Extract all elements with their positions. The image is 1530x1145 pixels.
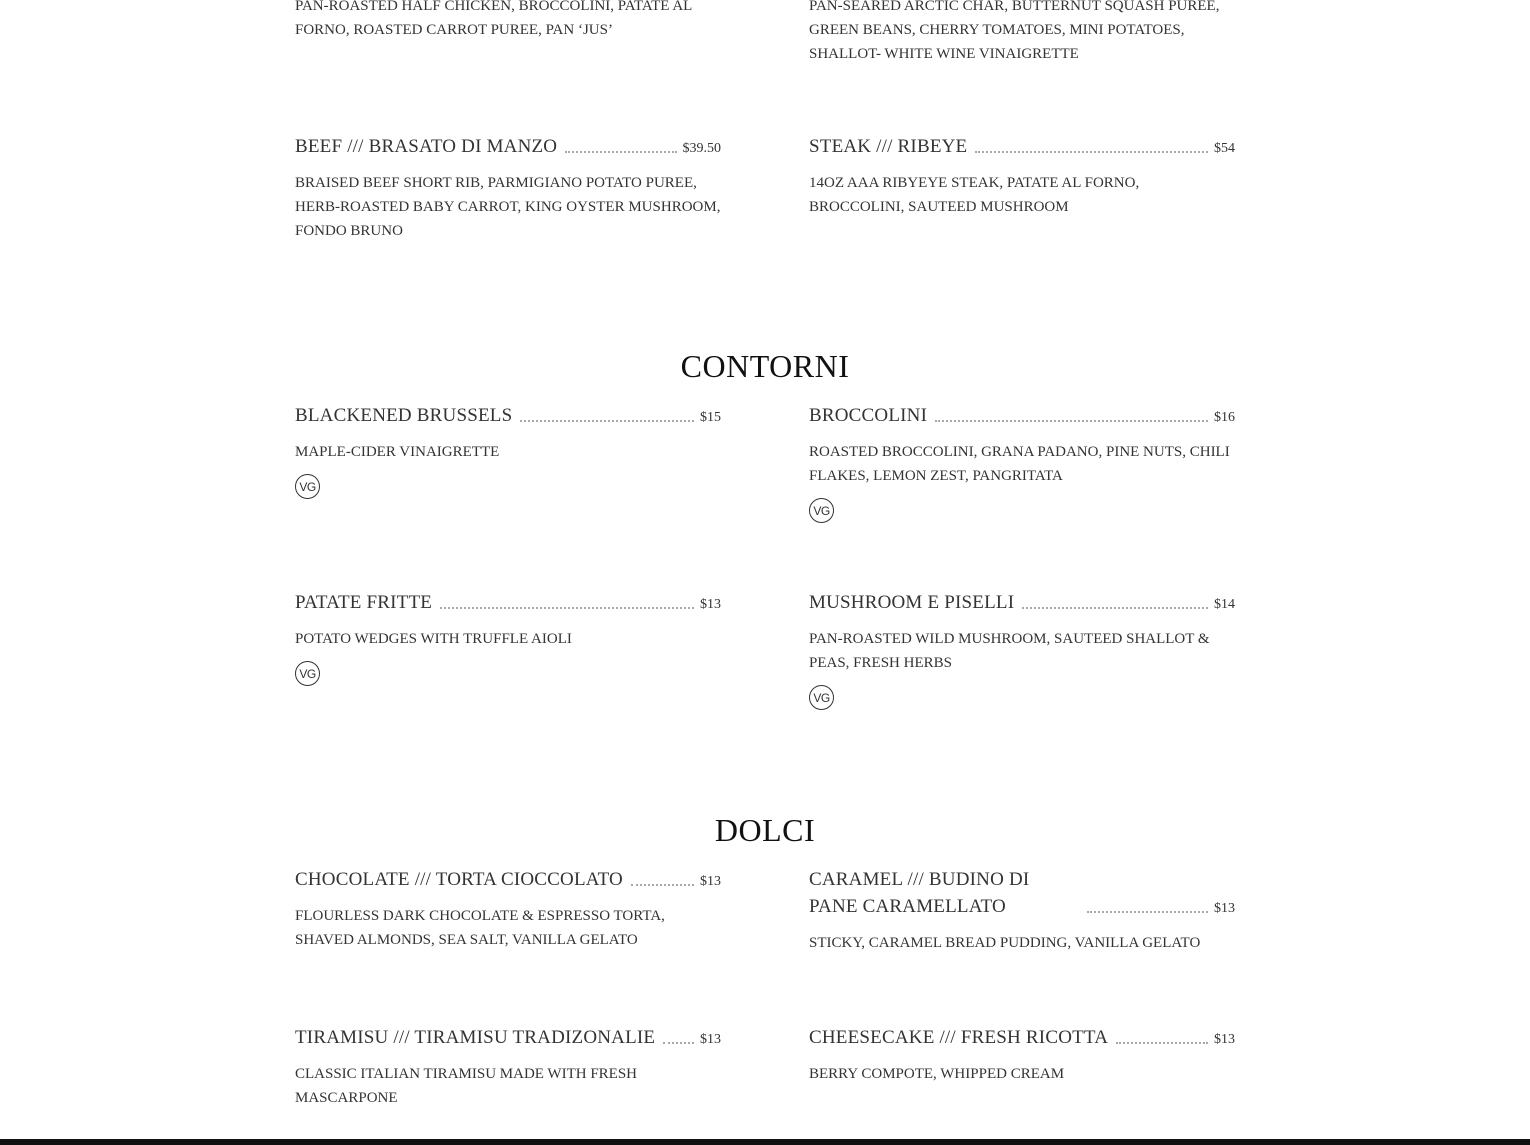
menu-item-cheesecake	[809, 1024, 1235, 1086]
leader-dots	[440, 607, 694, 609]
menu-item-header	[809, 866, 1235, 920]
menu-item-header	[809, 589, 1235, 616]
menu-item-name: STEAK /// RIBEYE	[809, 136, 968, 157]
menu-item-header	[295, 1024, 721, 1051]
menu-item-price: $13	[700, 1032, 721, 1047]
menu-item-price: $39.50	[682, 141, 721, 156]
menu-item-name: BROCCOLINI	[809, 405, 928, 426]
leader-dots	[1116, 1042, 1208, 1044]
menu-item-mushroom-e-piselli	[809, 589, 1235, 710]
menu-item-description: MAPLE-CIDER VINAIGRETTE	[295, 444, 500, 460]
menu-item-header	[809, 1024, 1235, 1051]
leader-dots	[663, 1042, 694, 1044]
leader-dots	[1022, 607, 1208, 609]
menu-item-price: $13	[700, 597, 721, 612]
leader-dots	[565, 151, 676, 153]
footer-bar	[0, 1139, 1530, 1145]
menu-item-header	[809, 133, 1235, 160]
menu-item-description: 14OZ AAA RIBYEYE STEAK, PATATE AL FORNO, BROCCOLINI, SAUTEED MUSHROOM	[809, 175, 1140, 215]
leader-dots	[975, 151, 1208, 153]
vegan-badge-icon: VG	[295, 661, 320, 686]
section-title-dolci: DOLCI	[714, 812, 816, 848]
menu-item-blackened-brussels	[295, 402, 721, 499]
menu-item-price: $15	[700, 410, 721, 425]
menu-item-caramel	[809, 866, 1235, 955]
menu-item-patate-fritte	[295, 589, 721, 686]
menu-item-header	[295, 133, 721, 160]
menu-item-arctic-char	[809, 0, 1235, 66]
menu-item-name: TIRAMISU /// TIRAMISU TRADIZONALIE	[295, 1027, 656, 1048]
vegan-badge-icon: VG	[809, 685, 834, 710]
menu-item-steak	[809, 133, 1235, 219]
menu-item-description: BERRY COMPOTE, WHIPPED CREAM	[809, 1066, 1065, 1082]
menu-item-price: $16	[1214, 410, 1235, 425]
vegan-badge-icon: VG	[295, 474, 320, 499]
menu-item-chocolate	[295, 866, 721, 952]
leader-dots	[1087, 911, 1208, 913]
menu-item-header	[809, 402, 1235, 429]
menu-item-description: STICKY, CARAMEL BREAD PUDDING, VANILLA GELATO	[809, 935, 1201, 951]
menu-item-name: CHOCOLATE /// TORTA CIOCCOLATO	[295, 869, 623, 890]
vegan-badge-icon: VG	[809, 498, 834, 523]
menu-item-beef	[295, 133, 721, 243]
menu-item-name: CHEESECAKE /// FRESH RICOTTA	[809, 1027, 1109, 1048]
menu-item-name: PATATE FRITTE	[295, 592, 433, 613]
menu-item-name: BEEF /// BRASATO DI MANZO	[295, 136, 558, 157]
menu-item-name: CARAMEL /// BUDINO DI PANE CARAMELLATO	[809, 869, 1030, 917]
menu-item-chicken	[295, 0, 721, 42]
menu-item-header	[295, 402, 721, 429]
menu-item-description: FLOURLESS DARK CHOCOLATE & ESPRESSO TORTA, SHAVED ALMONDS, SEA SALT, VANILLA GELATO	[295, 908, 665, 948]
menu-item-price: $14	[1214, 597, 1235, 612]
leader-dots	[935, 420, 1208, 422]
menu-item-description: PAN-ROASTED WILD MUSHROOM, SAUTEED SHALLOT & PEAS, FRESH HERBS	[809, 631, 1210, 671]
menu-item-price: $13	[1214, 901, 1235, 916]
menu-item-price: $13	[1214, 1032, 1235, 1047]
menu-item-header	[295, 589, 721, 616]
menu-item-description: ROASTED BROCCOLINI, GRANA PADANO, PINE NUTS, CHILI FLAKES, LEMON ZEST, PANGRITATA	[809, 444, 1230, 484]
menu-item-broccolini	[809, 402, 1235, 523]
menu-item-tiramisu	[295, 1024, 721, 1110]
menu-item-description: POTATO WEDGES WITH TRUFFLE AIOLI	[295, 631, 572, 647]
menu-item-name: MUSHROOM E PISELLI	[809, 592, 1015, 613]
leader-dots	[631, 884, 694, 886]
menu-item-header	[295, 866, 721, 893]
menu-item-description: PAN-ROASTED HALF CHICKEN, BROCCOLINI, PATATE AL FORNO, ROASTED CARROT PUREE, PAN ‘JUS’	[295, 0, 692, 38]
menu-item-price: $13	[700, 874, 721, 889]
section-title-contorni: CONTORNI	[680, 348, 850, 384]
menu-item-name: BLACKENED BRUSSELS	[295, 405, 513, 426]
menu-item-description: CLASSIC ITALIAN TIRAMISU MADE WITH FRESH MASCARPONE	[295, 1066, 638, 1106]
menu-item-description: BRAISED BEEF SHORT RIB, PARMIGIANO POTATO PUREE, HERB-ROASTED BABY CARROT, KING OYSTER MUSHROOM, FONDO BRUNO	[295, 175, 721, 239]
leader-dots	[520, 420, 694, 422]
menu-item-price: $54	[1214, 141, 1235, 156]
menu-item-description: PAN-SEARED ARCTIC CHAR, BUTTERNUT SQUASH PUREE, GREEN BEANS, CHERRY TOMATOES, MINI POTATOES, SHALLOT- WHITE WINE VINAIGRETTE	[809, 0, 1220, 62]
